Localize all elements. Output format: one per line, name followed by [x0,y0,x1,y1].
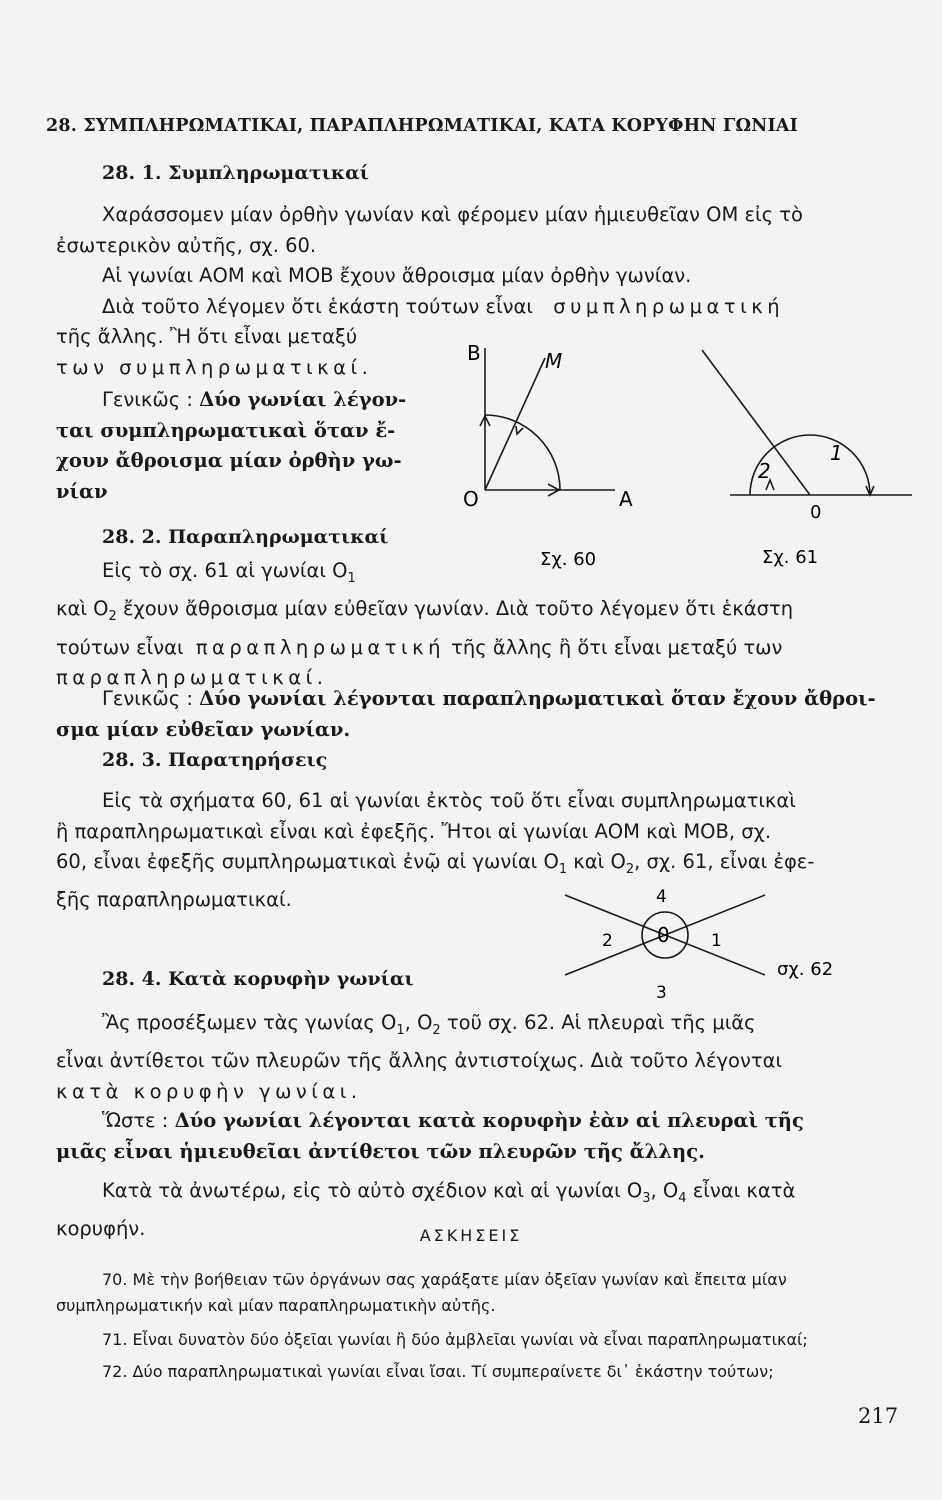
definition-text: μιᾶς εἶναι ἡμιευθεῖαι ἀντίθετοι τῶν πλευρῶν τῆς ἄλλης. [56,1139,705,1163]
angle-label-2: 2 [602,931,613,951]
exercise-list [56,1267,906,1385]
label-o: O [463,487,479,511]
text-span: , Ο [650,1179,679,1202]
exercise-72: 72. Δύο παραπληρωματικαὶ γωνίαι εἶναι ἴσαι. Τί συμπεραίνετε δι᾿ ἑκάστην τούτων; [102,1362,774,1381]
text-span: , σχ. 61, εἶναι ἐφε- [634,850,815,873]
text-line: Αἱ γωνίαι ΑΟΜ καὶ ΜΟΒ ἔχουν ἄθροισμα μίαν ὀρθὴν γωνίαν. [102,264,692,287]
figure-caption: Σχ. 61 [762,547,819,568]
text-line: κορυφήν. [56,1217,146,1241]
subscript: 1 [347,570,356,586]
paragraph-28-4 [56,1008,906,1107]
text-span: εἶναι κατὰ [686,1179,796,1202]
exercises-title: ΑΣΚΗΣΕΙΣ [419,1226,523,1245]
text-line: εἶναι ἀντίθετοι τῶν πλευρῶν τῆς ἄλλης ἀντιστοίχως. Διὰ τοῦτο λέγονται [56,1049,783,1073]
text-span: ἔχουν ἄθροισμα μίαν εὐθεῖαν γωνίαν. Διὰ τοῦτο λέγομεν ὅτι ἑκάστη [116,597,794,621]
text-line: τῆς ἄλλης. Ἢ ὅτι εἶναι μεταξύ [56,325,358,348]
spaced-term: παραπληρωματικαί. [56,666,328,690]
spaced-term: συμπληρωματική [553,294,785,318]
label-b: B [467,341,481,365]
text-line [56,416,456,447]
text-line [56,1106,906,1137]
label-center: 0 [657,923,670,947]
definition-text: χουν ἄθροισμα μίαν ὀρθὴν γω- [56,449,402,472]
text-span: Κατὰ τὰ ἀνωτέρω, εἰς τὸ αὐτὸ σχέδιον καὶ αἱ γωνίαι Ο [102,1179,643,1202]
subscript: 2 [625,861,635,877]
text-span: καὶ Ο [56,597,109,621]
subsection-heading-28-2: 28. 2. Παραπληρωματικαί [102,526,389,548]
angle-label-1: 1 [711,931,722,951]
exercise-70: 70. Μὲ τὴν βοήθειαν τῶν ὀργάνων σας χαράξατε μίαν ὀξεῖαν γωνίαν καὶ ἔπειτα μίαν [102,1270,787,1289]
arrowhead [516,426,523,434]
text-span: καὶ Ο [567,850,626,873]
text-line: ξῆς παραπληρωματικαί. [56,888,292,912]
definition-text: ται συμπληρωματικαὶ ὅταν ἔ- [56,418,396,442]
figure-caption: σχ. 62 [777,959,834,980]
section-title: 28. ΣΥΜΠΛΗΡΩΜΑΤΙΚΑΙ, ΠΑΡΑΠΛΗΡΩΜΑΤΙΚΑΙ, ΚΑΤΑ ΚΟΡΥΦΗΝ ΓΩΝΙΑΙ [46,116,799,136]
subsection-heading-28-3: 28. 3. Παρατηρήσεις [102,749,328,771]
text-line [56,715,906,746]
ray-om [485,358,545,490]
label-therefore: Ὥστε : [102,1109,169,1132]
figure-caption: Σχ. 60 [540,549,597,570]
text-span: Διὰ τοῦτο λέγομεν ὅτι ἑκάστη τούτων εἶναι [102,294,534,318]
spaced-term: των συμπληρωματικαί. [56,355,373,379]
text-line: Εἰς τὰ σχήματα 60, 61 αἱ γωνίαι ἐκτὸς τοῦ ὅτι εἶναι συμπληρωματικαὶ [102,789,796,812]
text-line [56,292,906,323]
subscript: 3 [642,1190,651,1206]
definition-supplementary [56,684,906,745]
text-span: Ἂς προσέξωμεν τὰς γωνίας Ο [102,1011,397,1034]
definition-text: Δύο γωνίαι λέγονται παραπληρωματικαὶ ὅταν ἔχουν ἄθροι- [199,687,876,710]
paragraph-28-2 [56,556,906,694]
spaced-term: κατὰ κορυφὴν γωνίαι. [56,1079,362,1103]
subscript: 1 [558,861,568,877]
label-generally: Γενικῶς : [102,388,193,411]
label-o: 0 [810,502,822,523]
definition-text: νίαν [56,479,108,503]
text-span: 60, εἶναι ἐφεξῆς συμπληρωματικαὶ ἐνῷ αἱ γωνίαι Ο [56,850,559,873]
text-span: τοῦ σχ. 62. Αἱ πλευραὶ τῆς μιᾶς [440,1011,756,1034]
text-line [56,594,906,632]
text-line: ἐσωτερικὸν αὐτῆς, σχ. 60. [56,233,317,257]
subscript: 4 [678,1190,687,1206]
subsection-heading-28-1: 28. 1. Συμπληρωματικαί [102,162,369,184]
definition-complementary [56,385,456,507]
label-a: A [619,487,633,511]
definition-vertical-angles [56,1106,906,1167]
text-span: τῆς ἄλλης ἢ ὅτι εἶναι μεταξύ των [451,635,783,659]
text-line [56,1137,906,1168]
text-line [56,1176,906,1214]
definition-text: Δύο γωνίαι λέγονται κατὰ κορυφὴν ἐὰν αἱ πλευραὶ τῆς [174,1109,804,1132]
exercise-70-continued: συμπληρωματικήν καὶ μίαν παραπληρωματικὴν αὐτῆς. [56,1296,496,1315]
label-m: M [545,349,563,373]
angle-label-1: 1 [830,441,843,465]
text-span: τούτων εἶναι [56,635,184,659]
definition-text: σμα μίαν εὐθεῖαν γωνίαν. [56,717,351,741]
text-span: , Ο [404,1011,433,1034]
text-line [56,633,906,664]
text-line: ἢ παραπληρωματικαὶ εἶναι καὶ ἐφεξῆς. Ἤτοι αἱ γωνίαι ΑΟΜ καὶ ΜΟΒ, σχ. [56,819,772,843]
text-line [56,446,456,477]
subscript: 2 [108,609,117,625]
exercise-71: 71. Εἶναι δυνατὸν δύο ὀξεῖαι γωνίαι ἢ δύο ἀμβλεῖαι γωνίαι νὰ εἶναι παραπληρωματικαί; [102,1330,808,1349]
text-line [56,684,906,715]
angle-label-4: 4 [656,887,667,907]
text-line [56,385,456,416]
angle-label-2: 2 [758,459,771,483]
text-span: Εἰς τὸ σχ. 61 αἱ γωνίαι Ο [102,559,348,582]
page-number: 217 [858,1404,899,1428]
definition-text: Δύο γωνίαι λέγον- [199,388,407,411]
angle-label-3: 3 [656,983,667,1003]
subscript: 1 [396,1022,405,1038]
figure-62 [555,880,865,1005]
subscript: 2 [432,1022,441,1038]
ray-oblique [702,350,810,495]
figure-61 [670,340,915,580]
text-line [56,477,456,508]
text-line [56,1008,906,1046]
label-generally: Γενικῶς : [102,687,193,710]
angle-arc [485,415,560,490]
text-line [56,556,906,594]
spaced-term: παραπληρωματική [195,635,445,659]
text-line: Χαράσσομεν μίαν ὀρθὴν γωνίαν καὶ φέρομεν μίαν ἡμιευθεῖαν ΟΜ εἰς τὸ [102,203,803,226]
subsection-heading-28-4: 28. 4. Κατὰ κορυφὴν γωνίαι [102,968,414,990]
